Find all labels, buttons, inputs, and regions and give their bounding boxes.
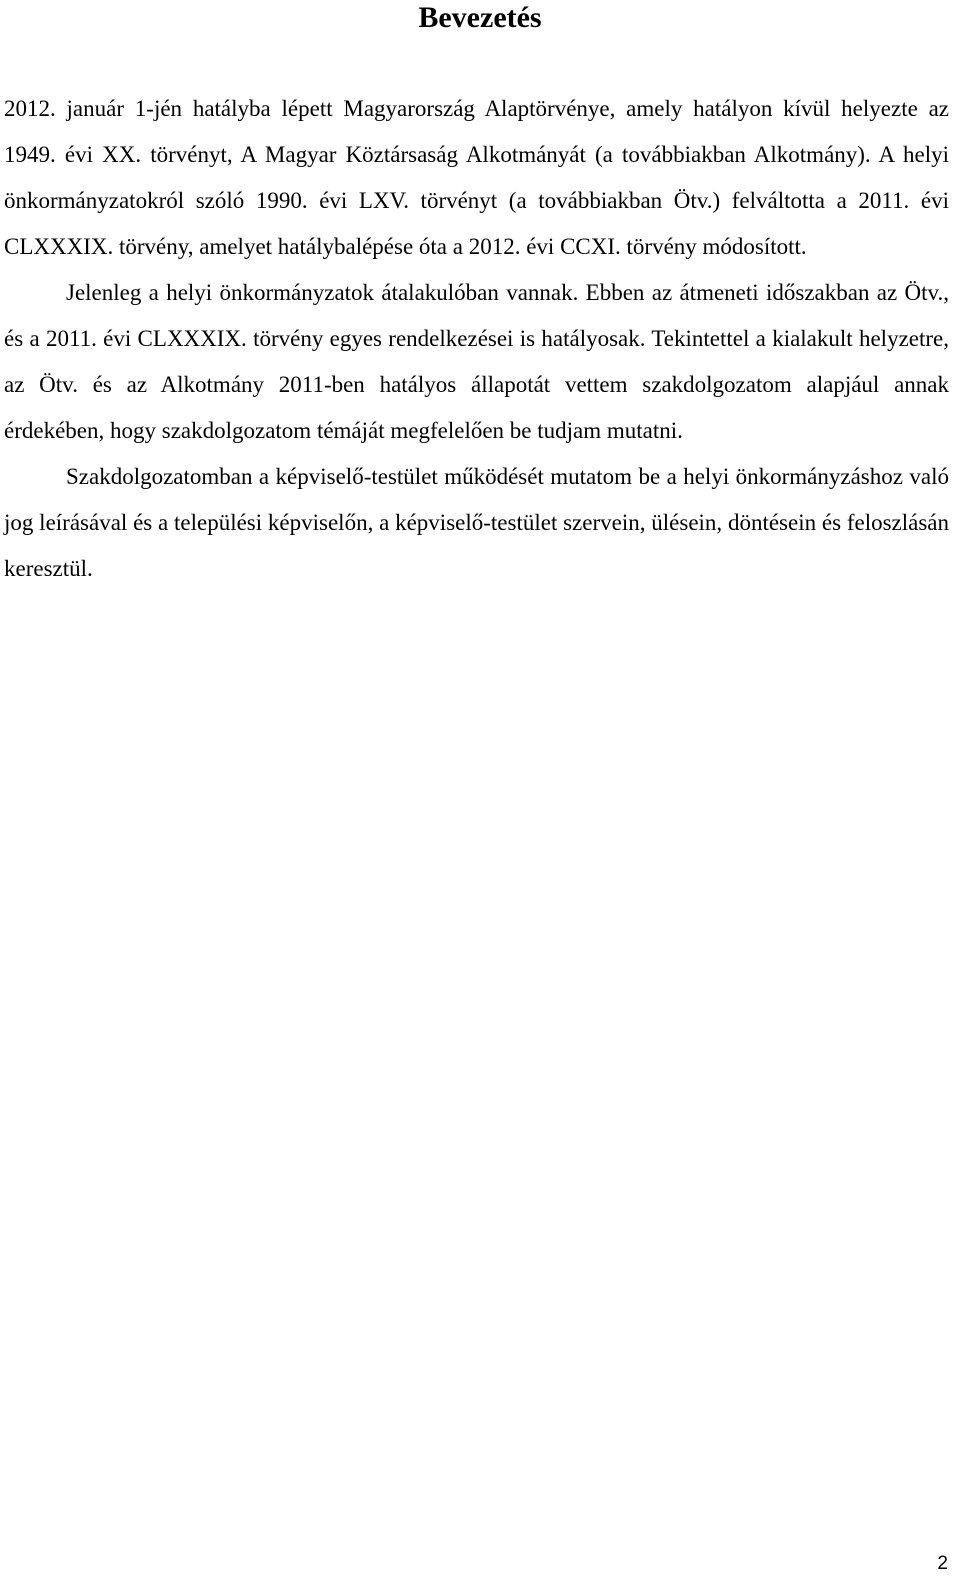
page-number: 2	[937, 1553, 948, 1574]
body-text	[4, 86, 949, 592]
paragraph-outline: Szakdolgozatomban a képviselő-testület működését mutatom be a helyi önkormányzáshoz való jog leírásával és a települési képviselőn, a képviselő-testület szervein, ülésein, döntésein és feloszlásán keresztül.	[4, 464, 949, 581]
page-title: Bevezetés	[418, 1, 542, 34]
paragraph-intro: 2012. január 1-jén hatályba lépett Magyarország Alaptörvénye, amely hatályon kívül helyezte az 1949. évi XX. törvényt, A Magyar Köztársaság Alkotmányát (a továbbiakban Alkotmány). A helyi önkormányzatokról szóló 1990. évi LXV. törvényt (a továbbiakban Ötv.) felváltotta a 2011. évi CLXXXIX. törvény, amelyet hatálybalépése óta a 2012. évi CCXI. törvény módosított.	[4, 96, 949, 259]
paragraph-transition: Jelenleg a helyi önkormányzatok átalakulóban vannak. Ebben az átmeneti időszakban az Ötv., és a 2011. évi CLXXXIX. törvény egyes rendelkezései is hatályosak. Tekintettel a kialakult helyzetre, az Ötv. és az Alkotmány 2011-ben hatályos állapotát vettem szakdolgozatom alapjául annak érdekében, hogy szakdolgozatom témáját megfelelően be tudjam mutatni.	[4, 280, 949, 443]
